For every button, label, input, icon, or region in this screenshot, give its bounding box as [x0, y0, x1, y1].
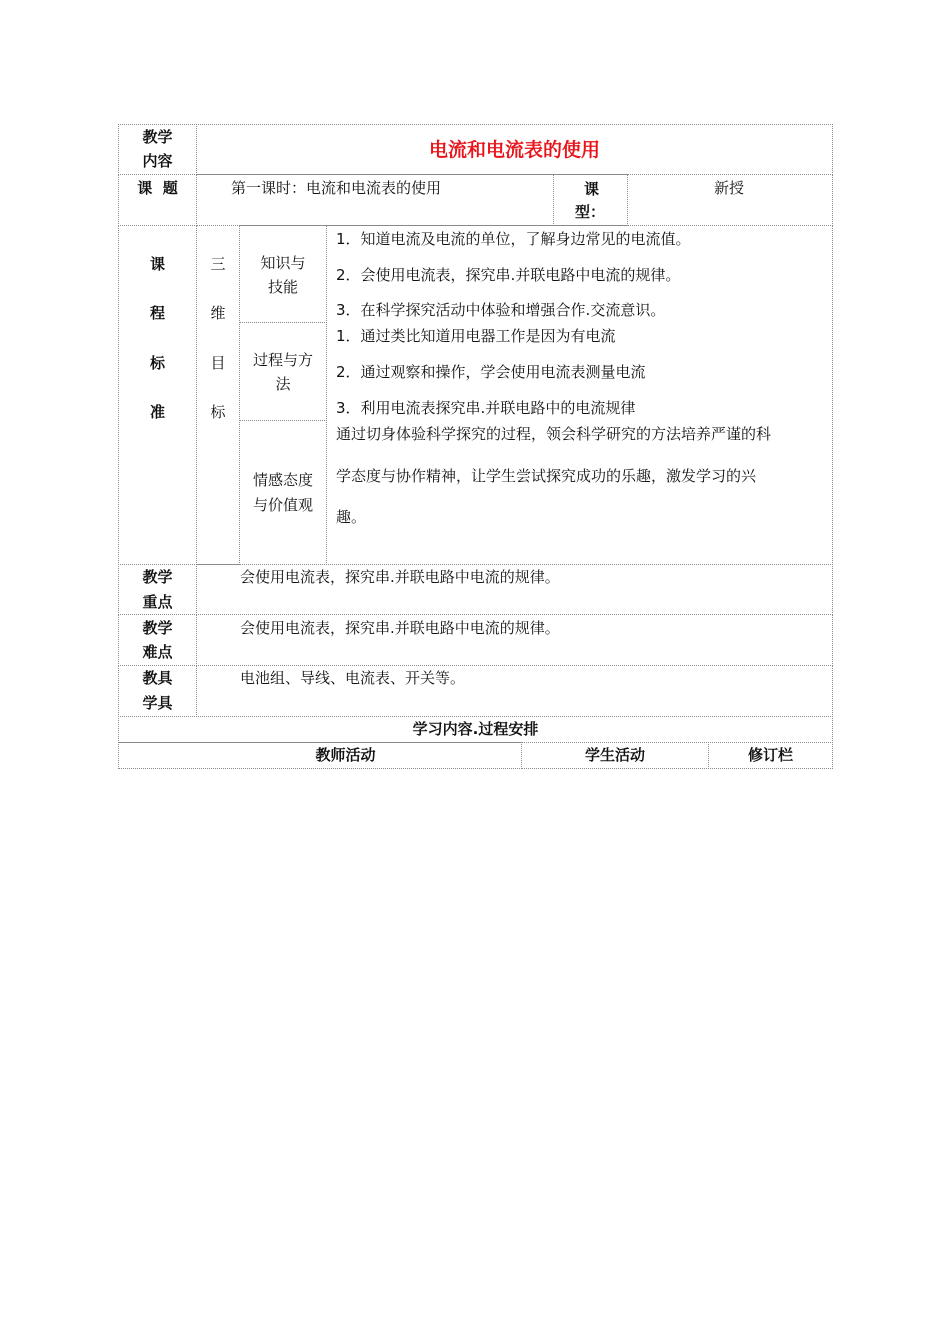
dimension-char: 目	[210, 354, 226, 372]
content-label-line2: 内容	[142, 152, 173, 170]
difficulties-value: 会使用电流表，探究串.并联电路中电流的规律。	[240, 619, 560, 637]
process-label-line2: 法	[275, 375, 291, 393]
type-value: 新授	[714, 179, 745, 197]
dimension-char: 标	[210, 403, 226, 421]
standards-label-char: 标	[149, 354, 165, 372]
process-label-line1: 过程与方	[252, 351, 313, 369]
dimension-cell	[196, 225, 240, 565]
topic-label: 课 题	[137, 179, 178, 197]
standards-label-char: 程	[149, 304, 165, 322]
attitude-text-line: 趣。	[336, 508, 367, 526]
dimension-char: 三	[210, 255, 226, 273]
tools-label-line1: 教具	[142, 669, 173, 687]
content-label-line1: 教学	[142, 128, 173, 146]
key-points-value: 会使用电流表，探究串.并联电路中电流的规律。	[240, 568, 560, 586]
tools-label-line2: 学具	[142, 694, 173, 712]
attitude-text-line: 通过切身体验科学探究的过程，领会科学研究的方法培养严谨的科	[336, 425, 772, 443]
knowledge-label-line1: 知识与	[260, 254, 306, 272]
knowledge-label-cell	[239, 225, 327, 323]
key-points-label-line2: 重点	[142, 593, 173, 611]
tools-value: 电池组、导线、电流表、开关等。	[240, 669, 466, 687]
topic-value: 第一课时：电流和电流表的使用	[231, 179, 442, 197]
knowledge-item: 2．会使用电流表，探究串.并联电路中电流的规律。	[336, 266, 681, 284]
teacher-activity-header: 教师活动	[315, 746, 376, 764]
knowledge-item: 3．在科学探究活动中体验和增强合作.交流意识。	[336, 301, 666, 319]
arrangement-heading: 学习内容.过程安排	[412, 720, 539, 738]
standards-label-char: 课	[149, 255, 165, 273]
dimension-char: 维	[210, 304, 226, 322]
attitude-label-cell	[239, 420, 327, 565]
standards-label-char: 准	[149, 403, 165, 421]
type-label-line2: 型：	[575, 203, 606, 221]
student-activity-header: 学生活动	[584, 746, 645, 764]
revision-header: 修订栏	[747, 746, 793, 764]
standards-label-cell	[118, 225, 197, 565]
type-label-line1: 课	[584, 180, 600, 198]
process-item: 2．通过观察和操作，学会使用电流表测量电流	[336, 363, 646, 381]
process-item: 3．利用电流表探究串.并联电路中的电流规律	[336, 399, 636, 417]
attitude-label-line1: 情感态度	[252, 471, 313, 489]
process-label-cell	[239, 322, 327, 421]
difficulties-label-line1: 教学	[142, 619, 173, 637]
knowledge-label-line2: 技能	[267, 278, 298, 296]
difficulties-label-line2: 难点	[142, 643, 173, 661]
attitude-text-line: 学态度与协作精神，让学生尝试探究成功的乐趣，激发学习的兴	[336, 467, 757, 485]
page-title: 电流和电流表的使用	[428, 139, 600, 161]
process-item: 1．通过类比知道用电器工作是因为有电流	[336, 327, 616, 345]
attitude-label-line2: 与价值观	[252, 496, 313, 514]
key-points-label-line1: 教学	[142, 568, 173, 586]
knowledge-item: 1．知道电流及电流的单位，了解身边常见的电流值。	[336, 230, 691, 248]
